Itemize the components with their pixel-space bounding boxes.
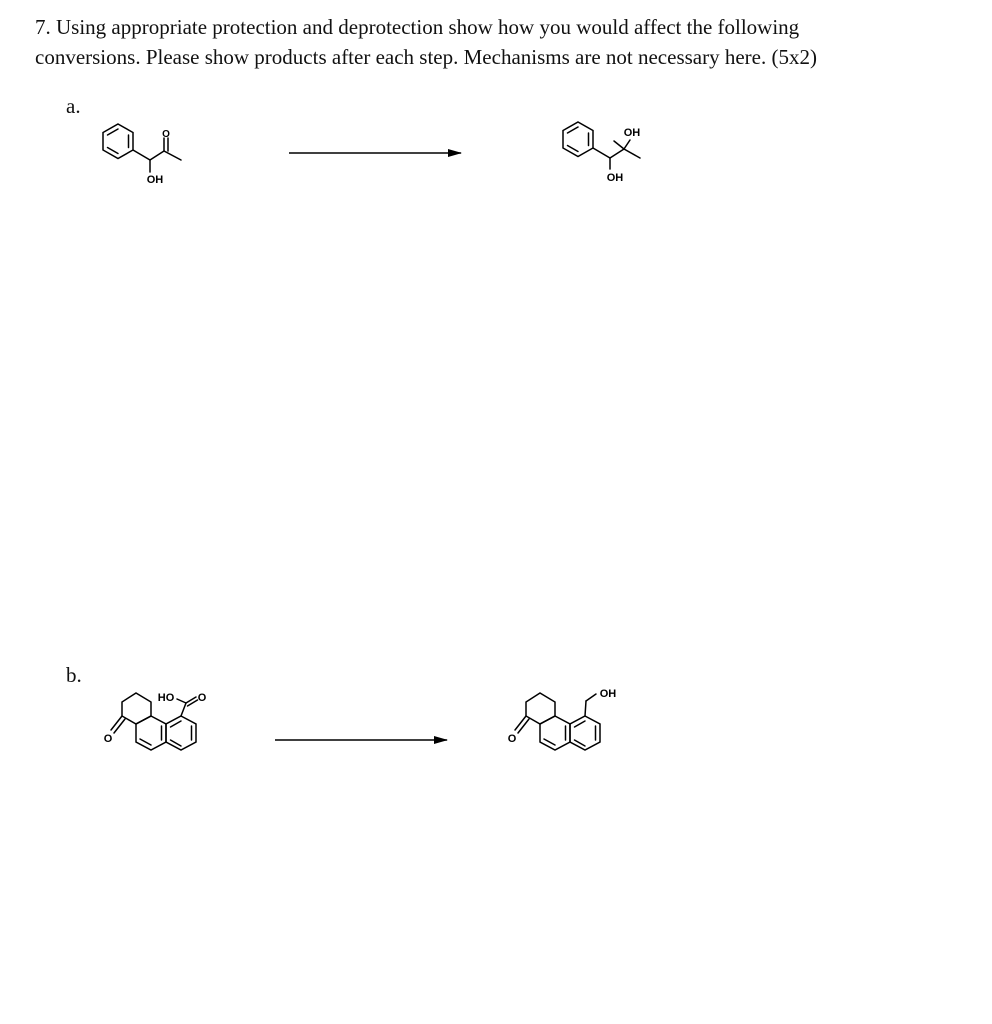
tertiary-hydroxyl-label: OH [623, 127, 641, 139]
question-line-2: conversions. Please show products after each step. Mechanisms are not necessary here. (5x2) [35, 45, 817, 69]
acid-hydroxyl-label: HO [157, 692, 175, 704]
ketone-oxygen: O [103, 733, 113, 745]
part-a-label: a. [66, 94, 81, 118]
hydroxyl-label: OH [146, 174, 164, 186]
question-line-1: 7. Using appropriate protection and deprotection show how you would affect the following [35, 15, 800, 39]
acid-carbonyl-oxygen: O [197, 692, 207, 704]
ketone-oxygen: O [162, 129, 170, 140]
ketone-oxygen: O [507, 733, 517, 745]
secondary-hydroxyl-label: OH [606, 172, 624, 184]
part-b-label: b. [66, 663, 82, 687]
primary-hydroxyl-label: OH [599, 688, 617, 700]
part-b-product [515, 693, 600, 750]
part-b-reactant [111, 693, 198, 750]
